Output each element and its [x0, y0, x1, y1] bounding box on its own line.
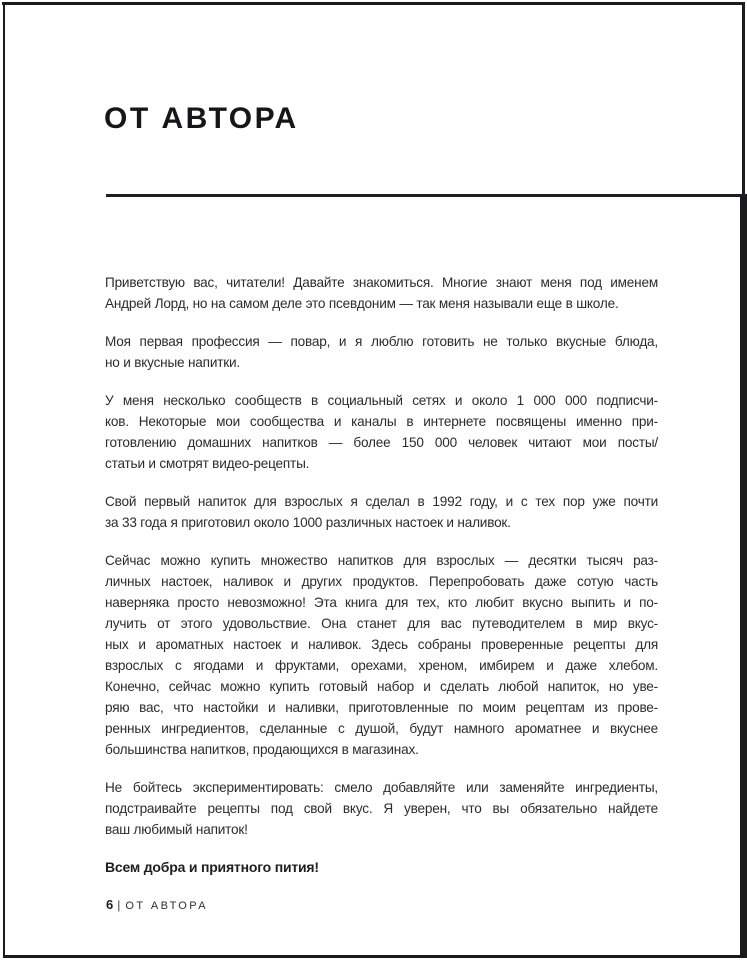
page-footer	[106, 898, 208, 913]
chapter-title: ОТ АВТОРА	[104, 102, 299, 135]
paragraph-communities: У меня несколько сообществ в социальный сетях и около 1 000 000 подписчи- ков. Некоторые мои сообщества и каналы в интернете посвящены именно при- готовлению домашних напитков — более 150 000 человек читают мои посты/ статьи и смотрят видео-рецепты.	[105, 393, 658, 471]
page-number: 6	[106, 897, 115, 912]
title-divider-rule	[106, 194, 747, 197]
page-border-left	[3, 2, 5, 957]
page-edge-band-right	[740, 194, 747, 957]
page-border-top	[2, 2, 745, 5]
page-border-bottom	[3, 955, 747, 958]
paragraph-experiment: Не бойтесь экспериментировать: смело добавляйте или заменяйте ингредиенты, подстраивайте рецепты под свой вкус. Я уверен, что вы обязательно найдете ваш любимый напиток!	[105, 780, 658, 837]
body-text	[105, 272, 658, 895]
closing-line: Всем добра и приятного пития!	[105, 859, 319, 875]
page-border-right	[742, 2, 745, 194]
paragraph-first-drink: Свой первый напиток для взрослых я сделал в 1992 году, и с тех пор уже почти за 33 года я приготовил около 1000 различных настоек и наливок.	[105, 494, 658, 530]
footer-section-title: ОТ АВТОРА	[125, 900, 208, 912]
paragraph-profession: Моя первая профессия — повар, и я люблю готовить не только вкусные блюда, но и вкусные напитки.	[105, 334, 658, 370]
footer-separator: |	[117, 898, 121, 912]
paragraph-greeting: Приветствую вас, читатели! Давайте знакомиться. Многие знают меня под именем Андрей Лорд, но на самом деле это псевдоним — так меня называли еще в школе.	[105, 275, 658, 311]
paragraph-book-purpose: Сейчас можно купить множество напитков для взрослых — десятки тысяч раз- личных настоек, наливок и других продуктов. Перепробовать даже сотую часть наверняка просто невозможно! Эта книга для тех, кто любит вкусно выпить и по- лучить от этого удовольствие. Она станет для вас путеводителем в мир вкус- ных и ароматных настоек и наливок. Здесь собраны проверенные рецепты для взрослых с ягодами и фруктами, орехами, хреном, имбирем и даже хлебом. Конечно, сейчас можно купить готовый набор и сделать любой напиток, но уве- ряю вас, что настойки и наливки, приготовленные по моим рецептам из прове- ренных ингредиентов, сделанные с душой, будут намного ароматнее и вкуснее большинства напитков, продающихся в магазинах.	[105, 553, 658, 757]
